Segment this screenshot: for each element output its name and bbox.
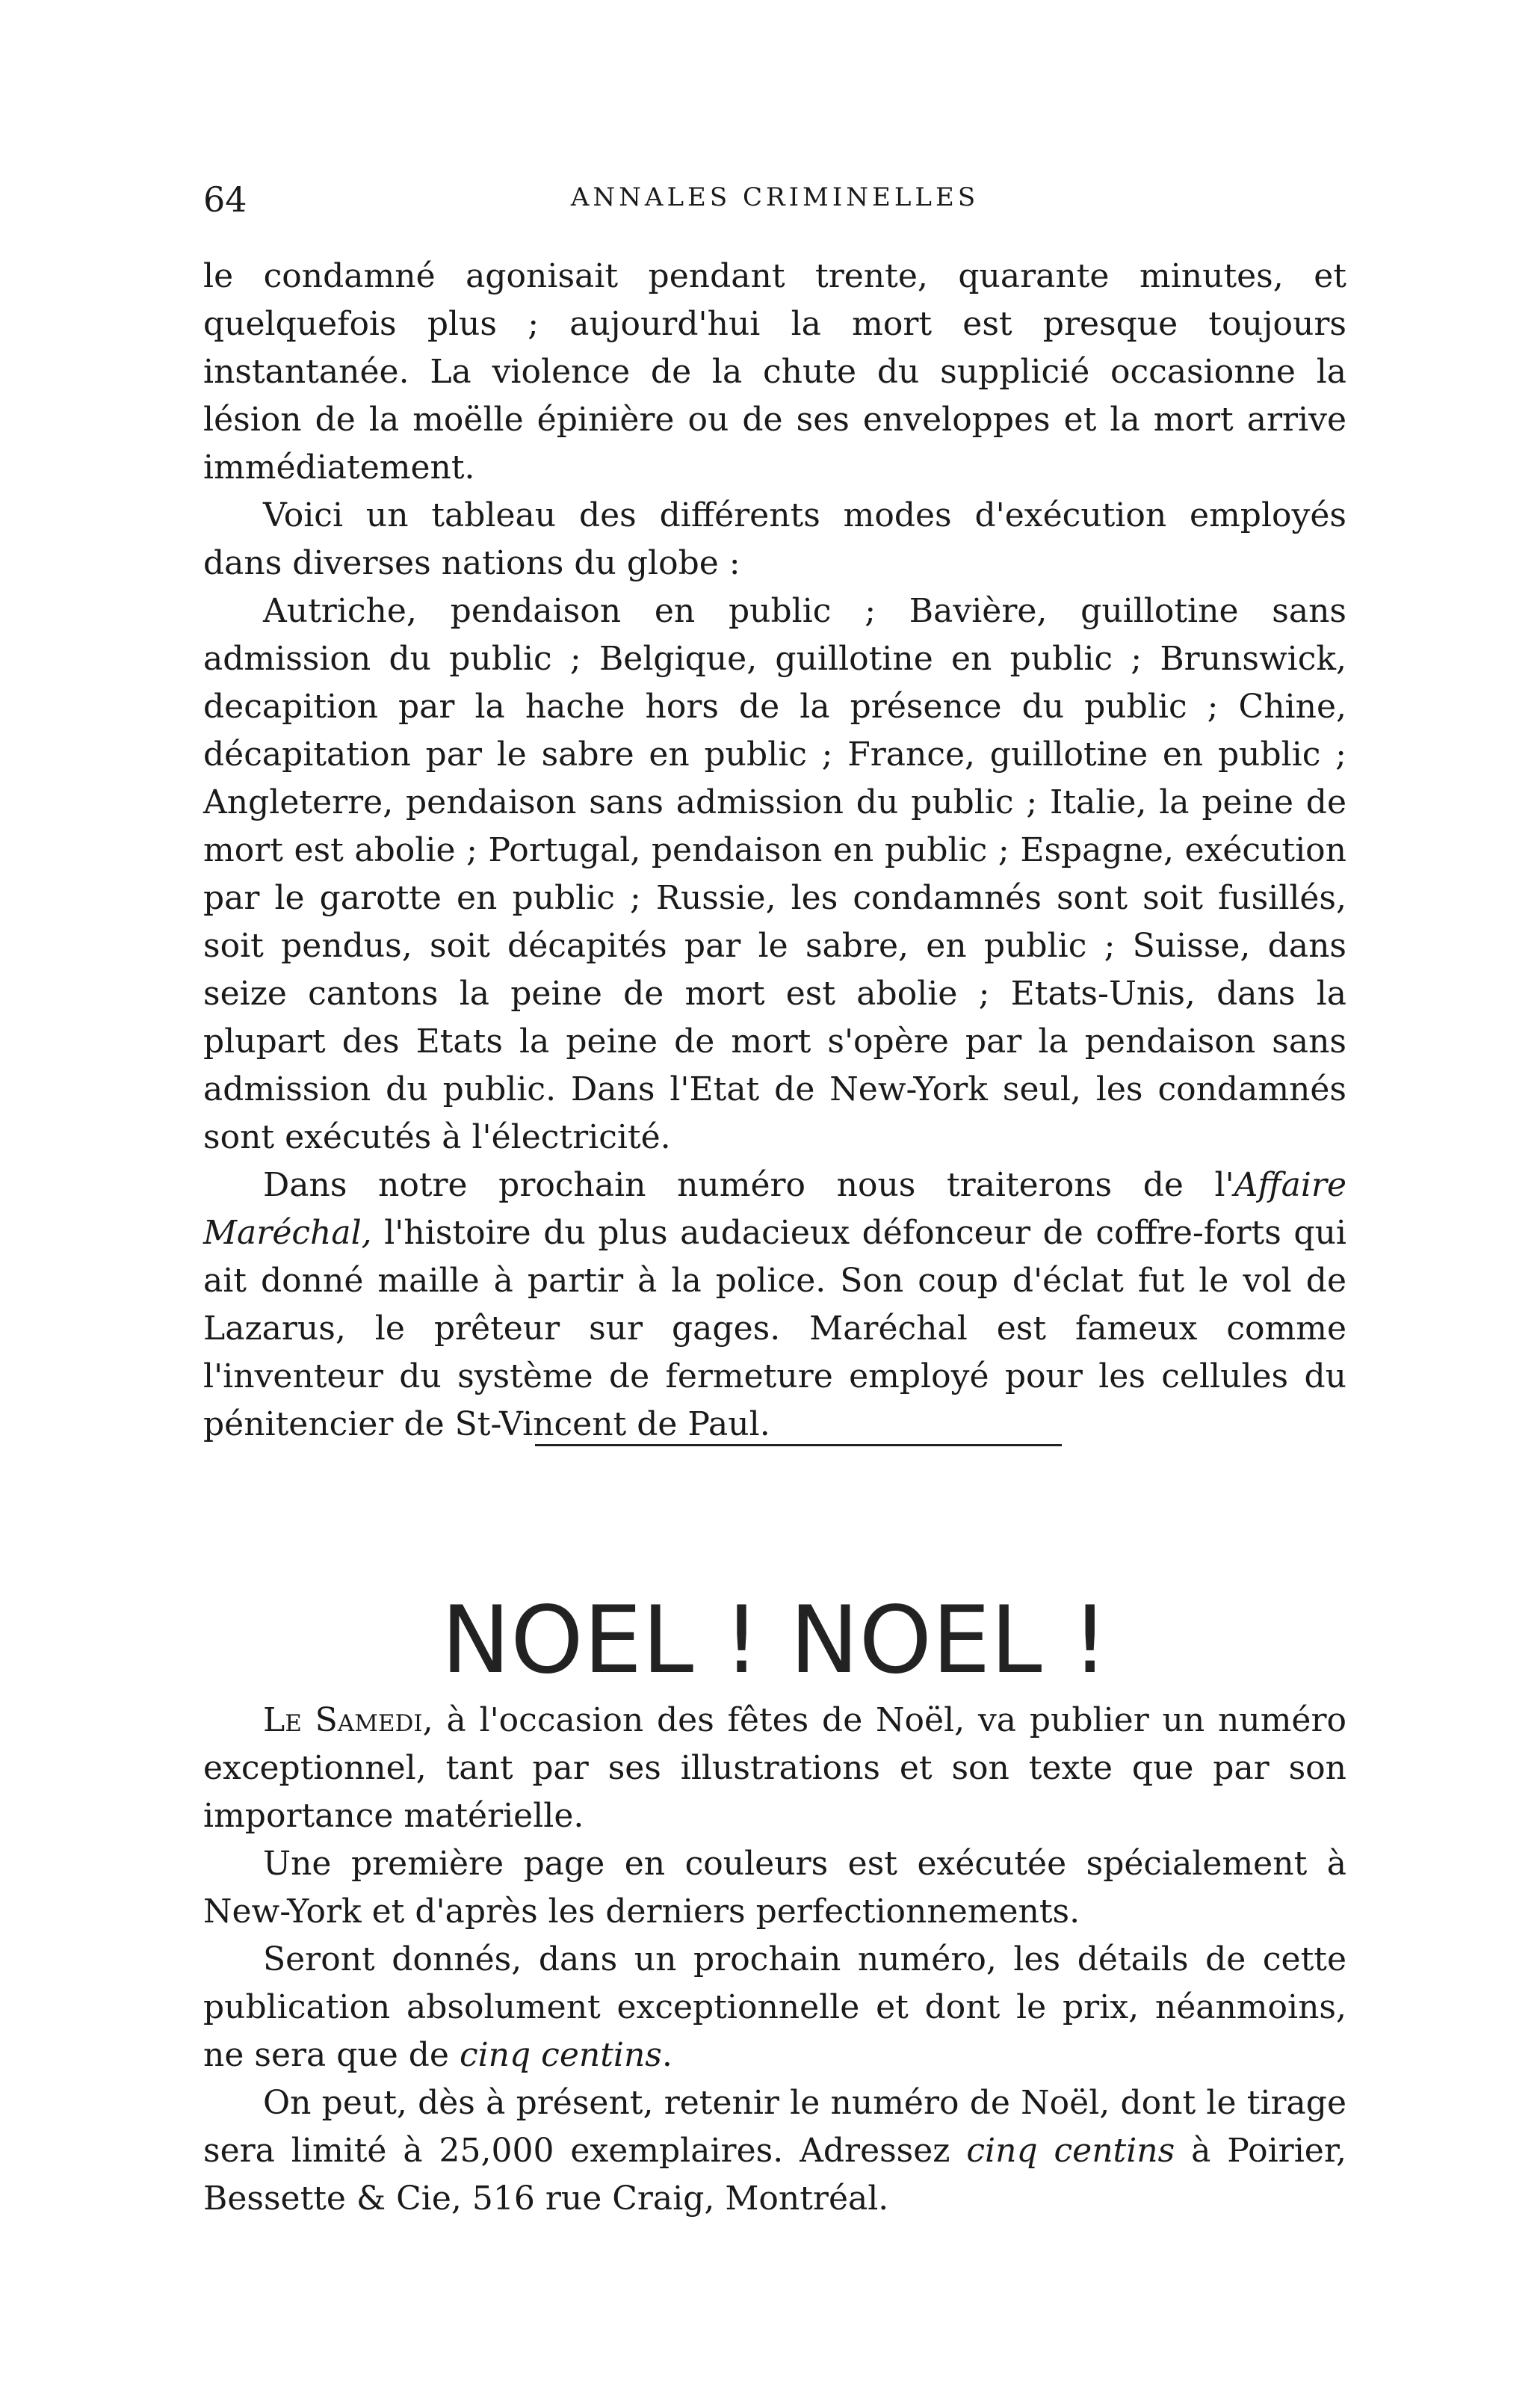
notice-paragraph-4-text: On peut, dès à présent, retenir le numéro de Noël, dont le tirage sera limité à 25,000 exemplaires. Adressez	[203, 2084, 1346, 2170]
affaire-marechal-title: Affaire Maréchal,	[203, 1166, 1346, 1252]
page-header	[203, 179, 1346, 224]
section-divider	[535, 1444, 1062, 1446]
notice-paragraph-3-end: .	[661, 2036, 672, 2074]
article-body	[203, 253, 1346, 1449]
noel-notice	[203, 1697, 1346, 2223]
notice-paragraph-4	[203, 2079, 1346, 2223]
noel-headline: NOEL ! NOEL !	[441, 1587, 1109, 1694]
notice-paragraph-3	[203, 1936, 1346, 2079]
paragraph-execution-modes: Autriche, pendaison en public ; Bavière, guillotine sans admission du public ; Belgique, guillotine en public ; Brunswick, decapition par la hache hors de la présence du public ; Chine, décapitation par le sabre en public ; France, guillotine en public ; Angleterre, pendaison sans admission du public ; Italie, la peine de mort est abolie ; Portugal, pendaison en public ; Espagne, exécution par le garotte en public ; Russie, les condamnés sont soit fusillés, soit pendus, soit décapités par le sabre, en public ; Suisse, dans seize cantons la peine de mort est abolie ; Etats-Unis, dans la plupart des Etats la peine de mort s'opère par la pendaison sans admission du public. Dans l'Etat de New-York seul, les condamnés sont exécutés à l'électricité.	[203, 592, 1346, 1156]
next-issue-text-end: l'histoire du plus audacieux défonceur de coffre-forts qui ait donné maille à partir à la police. Son coup d'éclat fut le vol de Lazarus, le prêteur sur gages. Maréchal est fameux comme l'inventeur du système de fermeture employé pour les cellules du pénitencier de St-Vincent de Paul.	[203, 1214, 1346, 1443]
price-text: cinq centins	[459, 2036, 662, 2074]
publication-name: Le Samedi	[263, 1701, 423, 1739]
notice-paragraph-3-text: Seront donnés, dans un prochain numéro, les détails de cette publication absolument exceptionnelle et dont le prix, néanmoins, ne sera que de	[203, 1940, 1346, 2074]
next-issue-text-start: Dans notre prochain numéro nous traiterons de l'	[263, 1166, 1234, 1204]
notice-paragraph-1	[203, 1697, 1346, 1840]
notice-paragraph-2: Une première page en couleurs est exécutée spécialement à New-York et d'après les derniers perfectionnements.	[203, 1845, 1346, 1931]
paragraph-continuation: le condamné agonisait pendant trente, quarante minutes, et quelquefois plus ; aujourd'hui la mort est presque toujours instantanée. La violence de la chute du supplicié occasionne la lésion de la moëlle épinière ou de ses enveloppes et la mort arrive immédiatement.	[203, 257, 1346, 487]
paragraph-next-issue	[203, 1162, 1346, 1449]
page-number: 64	[203, 179, 247, 220]
paragraph-table-intro: Voici un tableau des différents modes d'exécution employés dans diverses nations du globe :	[203, 496, 1346, 582]
notice-paragraph-1-text: , à l'occasion des fêtes de Noël, va publier un numéro exceptionnel, tant par ses illustrations et son texte que par son importance matérielle.	[203, 1701, 1346, 1835]
running-title: ANNALES CRIMINELLES	[570, 182, 980, 212]
notice-paragraph-4-end: à Poirier, Bessette & Cie, 516 rue Craig, Montréal.	[203, 2132, 1347, 2218]
price-text-2: cinq centins	[966, 2132, 1175, 2170]
